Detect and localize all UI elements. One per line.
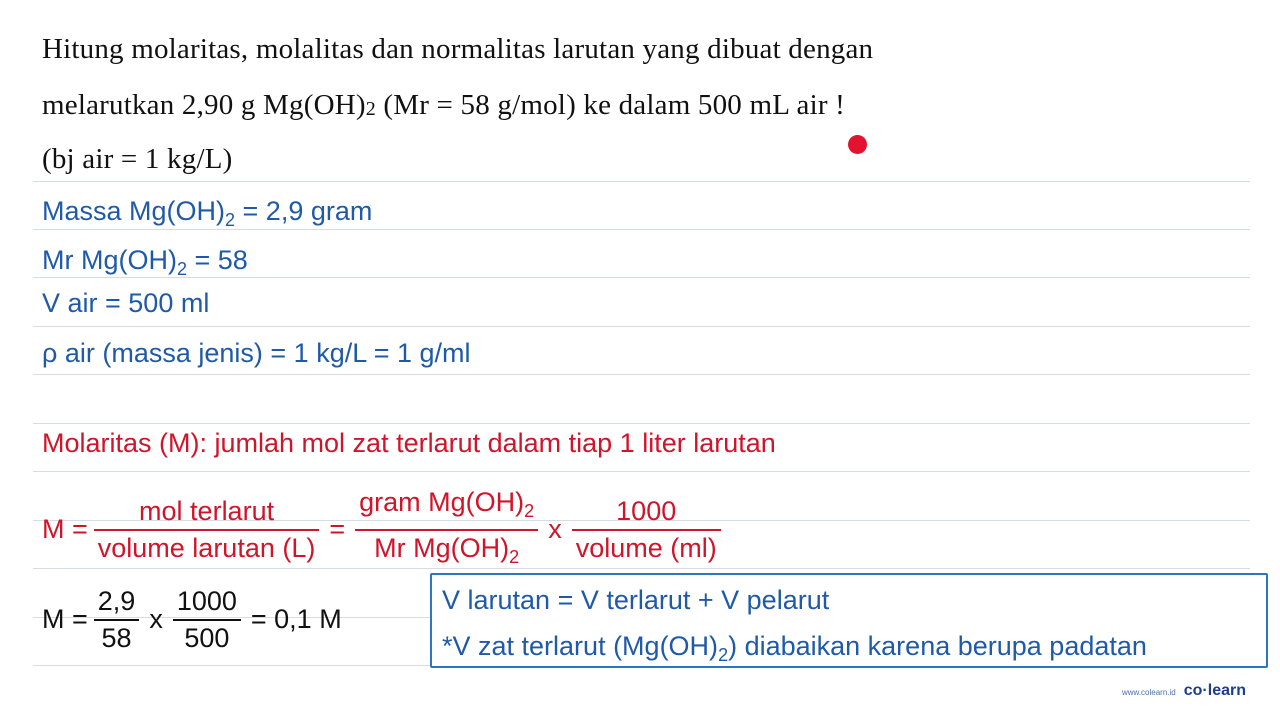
question-line-1: Hitung molaritas, molalitas dan normalitas larutan yang dibuat dengan (42, 33, 874, 65)
fraction-2-9-per-58 (94, 586, 140, 653)
numerator-text: gram Mg(OH) (359, 487, 525, 517)
formula-times: x (548, 513, 562, 544)
rule-line (33, 181, 1250, 182)
fraction-denominator: 58 (101, 622, 132, 653)
question-line-2-post: (Mr = 58 g/mol) ke dalam 500 mL air ! (375, 89, 845, 121)
given-volume-air: V air = 500 ml (42, 288, 210, 318)
colearn-url: www.colearn.id (1121, 688, 1176, 697)
note-line-2-pre: *V zat terlarut (Mg(OH) (442, 631, 719, 661)
rule-line (33, 423, 1250, 424)
given-mr (42, 245, 248, 280)
question-line-3: (bj air = 1 kg/L) (42, 143, 233, 175)
given-massa-sub: 2 (225, 210, 236, 230)
colearn-watermark (1122, 682, 1246, 700)
formula-equals: = (329, 513, 346, 544)
molarity-calculation (42, 586, 346, 653)
fraction-numerator: mol terlarut (139, 496, 275, 526)
question-line-2 (42, 89, 845, 122)
note-box (430, 573, 1268, 668)
formula-lhs: M = (42, 513, 88, 544)
fraction-1000-per-volume (572, 496, 721, 563)
fraction-gram-per-mr (355, 487, 538, 572)
fraction-numerator: 1000 (616, 496, 677, 526)
rule-line (33, 326, 1250, 327)
given-rho: ρ air (massa jenis) = 1 kg/L = 1 g/ml (42, 338, 471, 368)
calc-lhs: M = (42, 603, 88, 634)
given-mr-pre: Mr Mg(OH) (42, 245, 177, 275)
denominator-subscript: 2 (509, 546, 520, 567)
note-line-2-post: ) diabaikan karena berupa padatan (728, 631, 1147, 661)
fraction-denominator: volume (ml) (575, 532, 717, 563)
fraction-denominator: volume larutan (L) (97, 532, 316, 563)
calc-times: x (149, 603, 163, 634)
fraction-denominator (370, 531, 523, 572)
note-line-2 (442, 631, 1147, 666)
pointer-dot (848, 135, 867, 154)
rule-line (33, 374, 1250, 375)
note-line-2-sub: 2 (718, 645, 729, 665)
numerator-subscript: 2 (524, 501, 535, 521)
given-massa (42, 196, 372, 231)
rule-line (33, 471, 1250, 472)
fraction-denominator: 500 (184, 622, 230, 653)
molarity-formula (42, 487, 727, 572)
calc-result: = 0,1 M (250, 603, 342, 634)
denominator-text: Mr Mg(OH) (374, 532, 510, 563)
fraction-numerator (355, 487, 538, 529)
fraction-1000-per-500 (173, 586, 241, 653)
fraction-numerator: 1000 (176, 586, 237, 616)
given-massa-pre: Massa Mg(OH) (42, 196, 226, 226)
fraction-numerator: 2,9 (97, 586, 136, 616)
given-massa-post: = 2,9 gram (235, 196, 373, 226)
question-line-2-sub: 2 (365, 98, 376, 120)
given-mr-post: = 58 (187, 245, 248, 275)
fraction-mol-per-volume (94, 496, 320, 563)
given-mr-sub: 2 (176, 259, 187, 279)
note-line-1: V larutan = V terlarut + V pelarut (442, 585, 830, 615)
colearn-logo: co·learn (1183, 682, 1246, 699)
question-line-2-pre: melarutkan 2,90 g Mg(OH) (42, 89, 366, 121)
molaritas-definition: Molaritas (M): jumlah mol zat terlarut dalam tiap 1 liter larutan (42, 428, 776, 458)
